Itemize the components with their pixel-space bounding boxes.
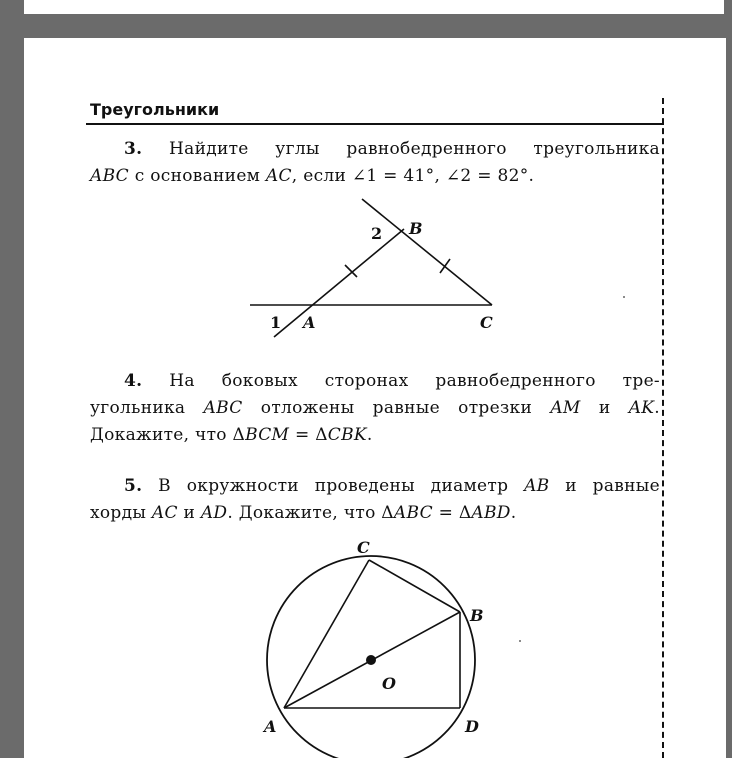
problem-3 bbox=[90, 136, 660, 190]
text-fragment: с основанием bbox=[129, 166, 266, 186]
side-ab-line bbox=[274, 229, 404, 337]
problem-number: 3. bbox=[124, 139, 143, 159]
problem-4-line-3 bbox=[90, 422, 660, 449]
text-fragment: . Докажите, что Δ bbox=[227, 503, 394, 523]
text-fragment: и bbox=[580, 398, 629, 418]
text-fragment: Докажите, что Δ bbox=[90, 425, 246, 445]
problem-number: 4. bbox=[124, 371, 143, 391]
chord-ac-line bbox=[284, 560, 369, 708]
text-fragment: угольника bbox=[90, 398, 204, 418]
chord-cb-line bbox=[369, 560, 460, 612]
triangle-cbk: CBK bbox=[327, 425, 367, 445]
text-fragment: хорды bbox=[90, 503, 152, 523]
label-o: O bbox=[382, 674, 396, 693]
problem-5-line-1 bbox=[90, 473, 660, 500]
text-fragment: = Δ bbox=[432, 503, 472, 523]
label-d: D bbox=[465, 717, 479, 736]
center-point bbox=[366, 655, 376, 665]
label-a: A bbox=[264, 717, 277, 736]
problem-4-line-2 bbox=[90, 395, 660, 422]
speck bbox=[623, 296, 625, 298]
segment-ak: AK bbox=[628, 398, 655, 418]
text-fragment: . bbox=[654, 398, 660, 418]
circle-figure bbox=[24, 533, 726, 758]
text-fragment: отложены равные отрезки bbox=[260, 398, 551, 418]
triangle-abc: ABC bbox=[393, 503, 433, 523]
triangle-bcm: BCM bbox=[245, 425, 290, 445]
label-c: C bbox=[480, 313, 493, 332]
label-b: B bbox=[409, 219, 423, 238]
problem-4-text: На боковых сторонах равнобедренного тре- bbox=[169, 371, 660, 391]
text-fragment: и bbox=[177, 503, 201, 523]
text-fragment: и равные bbox=[549, 476, 660, 496]
problem-5 bbox=[90, 473, 660, 527]
label-angle-2: 2 bbox=[371, 224, 383, 243]
chord-ac: AC bbox=[151, 503, 178, 523]
text-fragment: В окружности проведены диаметр bbox=[158, 476, 525, 496]
document-page bbox=[24, 38, 726, 758]
triangle-abd: ABD bbox=[471, 503, 511, 523]
triangle-name: ABC bbox=[203, 398, 243, 418]
label-a: A bbox=[303, 313, 316, 332]
base-name: AC bbox=[265, 166, 292, 186]
side-bc-line bbox=[362, 199, 492, 305]
section-title: Треугольники bbox=[90, 100, 220, 119]
label-angle-1: 1 bbox=[270, 313, 282, 332]
problem-5-line-2 bbox=[90, 500, 660, 527]
label-c: C bbox=[357, 538, 370, 557]
segment-am: AM bbox=[550, 398, 581, 418]
problem-3-line-2 bbox=[90, 163, 660, 190]
problem-3-text: Найдите углы равнобедренного треугольника bbox=[169, 139, 660, 159]
problem-3-line-1 bbox=[90, 136, 660, 163]
text-fragment: = Δ bbox=[289, 425, 328, 445]
text-fragment: . bbox=[510, 503, 517, 523]
problem-4-line-1 bbox=[90, 368, 660, 395]
previous-page-edge bbox=[24, 0, 724, 14]
problem-4 bbox=[90, 368, 660, 449]
label-b: B bbox=[470, 606, 484, 625]
triangle-figure bbox=[24, 193, 726, 343]
triangle-name: ABC bbox=[90, 166, 129, 186]
speck bbox=[519, 640, 521, 642]
diameter-ab: AB bbox=[524, 476, 550, 496]
tick-mark bbox=[440, 259, 450, 273]
tick-mark bbox=[345, 265, 357, 277]
text-fragment: . bbox=[366, 425, 373, 445]
angle-condition: , если ∠1 = 41°, ∠2 = 82°. bbox=[291, 166, 535, 186]
problem-number: 5. bbox=[124, 476, 143, 496]
header-rule bbox=[86, 123, 664, 125]
chord-ad: AD bbox=[200, 503, 228, 523]
